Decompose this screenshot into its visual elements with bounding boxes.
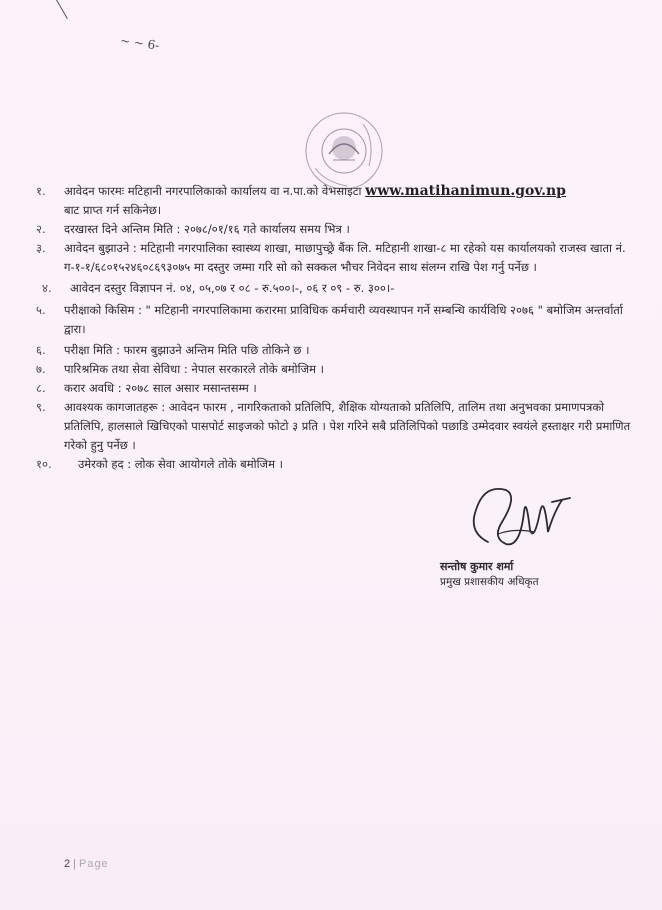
item-text bbox=[64, 182, 636, 220]
item-text: आवश्यक कागजातहरू : आवेदन फारम , नागरिकताको प्रतिलिपि, शैक्षिक योग्यताको प्रतिलिपि, तालिम तथा अनुभवका प्रमाणपत्रको प्रतिलिपि, हालसाले खिचिएको पासपोर्ट साइजको फोटो ३ प्रति । पेश गरिने सबै प्रतिलिपिको पछाडि उम्मेदवार स्वयंले हस्ताक्षर गरी प्रमाणित गरेको हुनु पर्नेछ । bbox=[64, 400, 631, 452]
item-text: आवेदन बुझाउने : मटिहानी नगरपालिका स्वास्थ्य शाखा, माछापुच्छ्रे बैंक लि. मटिहानी शाखा-८ मा रहेको यस कार्यालयको राजस्व खाता नं. ग-१-१/६८०१५२४६०८६९३०७५ मा दस्तुर जम्मा गरि सो को सक्कल भौचर निवेदन साथ संलग्न राखि पेश गर्नु पर्नेछ । bbox=[64, 241, 626, 274]
list-item bbox=[36, 379, 636, 398]
handwritten-scribble: ~ ~ 6- bbox=[119, 33, 161, 53]
page-number: 2 bbox=[64, 858, 71, 870]
item-number: २. bbox=[36, 222, 46, 236]
office-seal-stamp bbox=[303, 110, 385, 192]
handwritten-signature bbox=[458, 472, 578, 562]
item-number: १०. bbox=[36, 457, 52, 471]
signatory-name: सन्तोष कुमार शर्मा bbox=[440, 560, 514, 573]
notice-list bbox=[36, 182, 636, 474]
item-number: ५. bbox=[36, 303, 46, 317]
footer-divider: | bbox=[73, 858, 76, 870]
item-text-part: बाट प्राप्त गर्न सकिनेछ। bbox=[64, 203, 162, 217]
page-label: Page bbox=[78, 858, 109, 870]
item-text: करार अवधि : २०७८ साल असार मसान्तसम्म । bbox=[64, 381, 257, 395]
list-item bbox=[36, 279, 636, 298]
item-number: ३. bbox=[36, 241, 46, 255]
item-number: ६. bbox=[36, 343, 46, 357]
list-item bbox=[36, 182, 636, 220]
item-text: आवेदन दस्तुर विज्ञापन नं. ०४, ०५,०७ र ०८ - रु.५००।-, ०६ र ०९ - रु. ३००।- bbox=[70, 281, 395, 295]
list-item bbox=[36, 360, 636, 379]
list-item bbox=[36, 398, 636, 455]
list-item bbox=[36, 220, 636, 239]
item-text: दरखास्त दिने अन्तिम मिति : २०७८/०१/१६ गते कार्यालय समय भित्र । bbox=[64, 222, 350, 236]
signature-block bbox=[440, 472, 600, 592]
list-item bbox=[36, 239, 636, 277]
item-number: ९. bbox=[36, 400, 46, 414]
item-number: ४. bbox=[42, 281, 52, 295]
item-text: परीक्षाको किसिम : " मटिहानी नगरपालिकामा करारमा प्राविधिक कर्मचारी व्यवस्थापन गर्ने सम्बन्धि कार्यविधि २०७६ " बमोजिम अन्तर्वार्ता द्वारा। bbox=[64, 303, 623, 336]
list-item bbox=[36, 301, 636, 339]
item-number: ८. bbox=[36, 381, 46, 395]
signatory-title: प्रमुख प्रशासकीय अधिकृत bbox=[440, 576, 539, 588]
corner-mark bbox=[56, 0, 87, 19]
website-link[interactable]: www.matihanimun.gov.np bbox=[365, 183, 566, 199]
item-text: परीक्षा मिति : फारम बुझाउने अन्तिम मिति पछि तोकिने छ । bbox=[64, 343, 310, 357]
item-text: पारिश्रमिक तथा सेवा सेविधा : नेपाल सरकारले तोके बमोजिम । bbox=[64, 362, 325, 376]
item-number: ७. bbox=[36, 362, 46, 376]
item-text: उमेरको हद : लोक सेवा आयोगले तोके बमोजिम । bbox=[78, 457, 283, 471]
item-number: १. bbox=[36, 184, 46, 198]
list-item bbox=[36, 341, 636, 360]
page-footer bbox=[64, 858, 109, 870]
item-text-part: आवेदन फारमः मटिहानी नगरपालिकाको कार्यालय वा न.पा.को वेभसाइटा bbox=[64, 184, 362, 198]
